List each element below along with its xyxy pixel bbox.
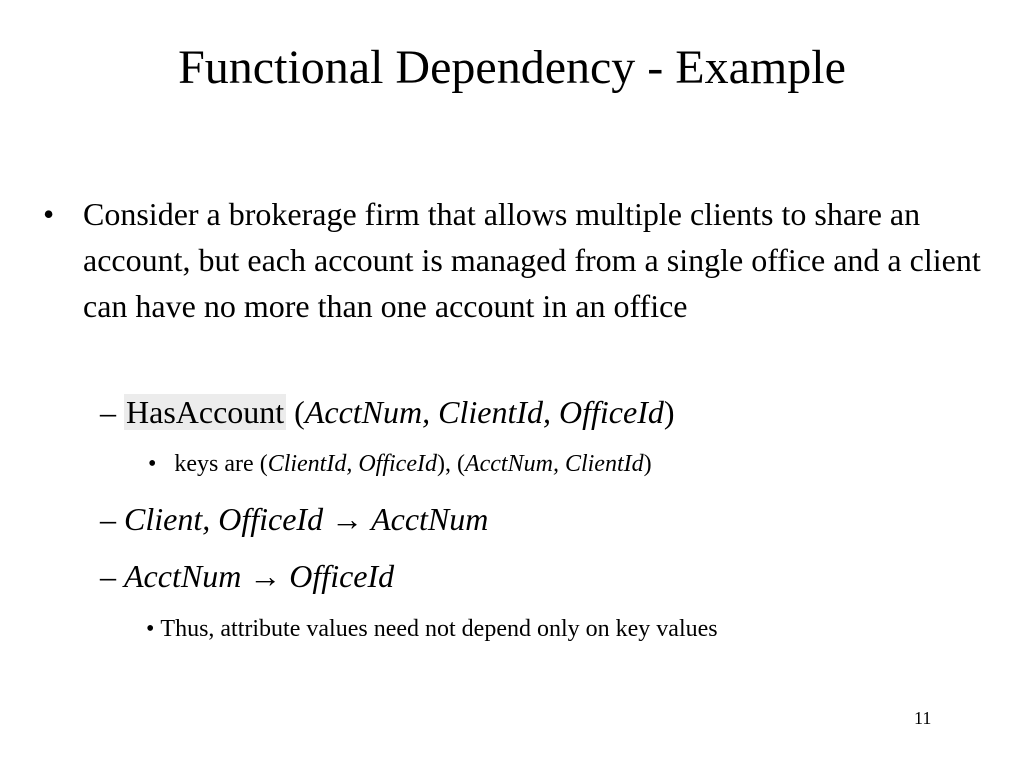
keys-suffix: ) — [643, 451, 652, 477]
fd1-rhs: AcctNum — [371, 501, 489, 537]
page-number: 11 — [914, 708, 932, 728]
main-bullet — [43, 191, 1003, 329]
fd2-lhs: AcctNum — [124, 558, 242, 594]
fd1-lhs: Client, OfficeId — [124, 501, 324, 537]
note-text: Thus, attribute values need not depend only on key values — [160, 616, 718, 642]
hasaccount-attributes: AcctNum, ClientId, OfficeId — [304, 394, 664, 430]
hasaccount-line — [100, 389, 675, 435]
keys-line — [148, 447, 652, 481]
slide-title: Functional Dependency - Example — [178, 41, 846, 94]
main-bullet-text: Consider a brokerage firm that allows multiple clients to share an account, but each account is managed from a single office and a client can have no more than one account in an office — [83, 196, 981, 324]
hasaccount-name: HasAccount — [126, 394, 285, 430]
open-paren: ( — [286, 394, 305, 430]
note-line — [146, 612, 718, 646]
arrow-icon: → — [331, 501, 364, 537]
fd2-rhs: OfficeId — [289, 558, 395, 594]
keys-prefix: keys are ( — [174, 451, 268, 477]
keys-middle: ), ( — [436, 451, 465, 477]
key-2: AcctNum, ClientId — [464, 451, 644, 477]
dash-marker: – — [100, 394, 116, 430]
note-marker: • — [146, 616, 155, 642]
fd1-line — [100, 496, 488, 542]
fd2-line — [100, 553, 394, 599]
close-paren: ) — [663, 394, 675, 430]
dash-marker: – — [100, 558, 116, 594]
key-1: ClientId, OfficeId — [267, 451, 437, 477]
bullet-marker: • — [43, 196, 55, 232]
dash-marker: – — [100, 501, 116, 537]
keys-marker: • — [148, 451, 157, 477]
arrow-icon: → — [249, 558, 282, 594]
